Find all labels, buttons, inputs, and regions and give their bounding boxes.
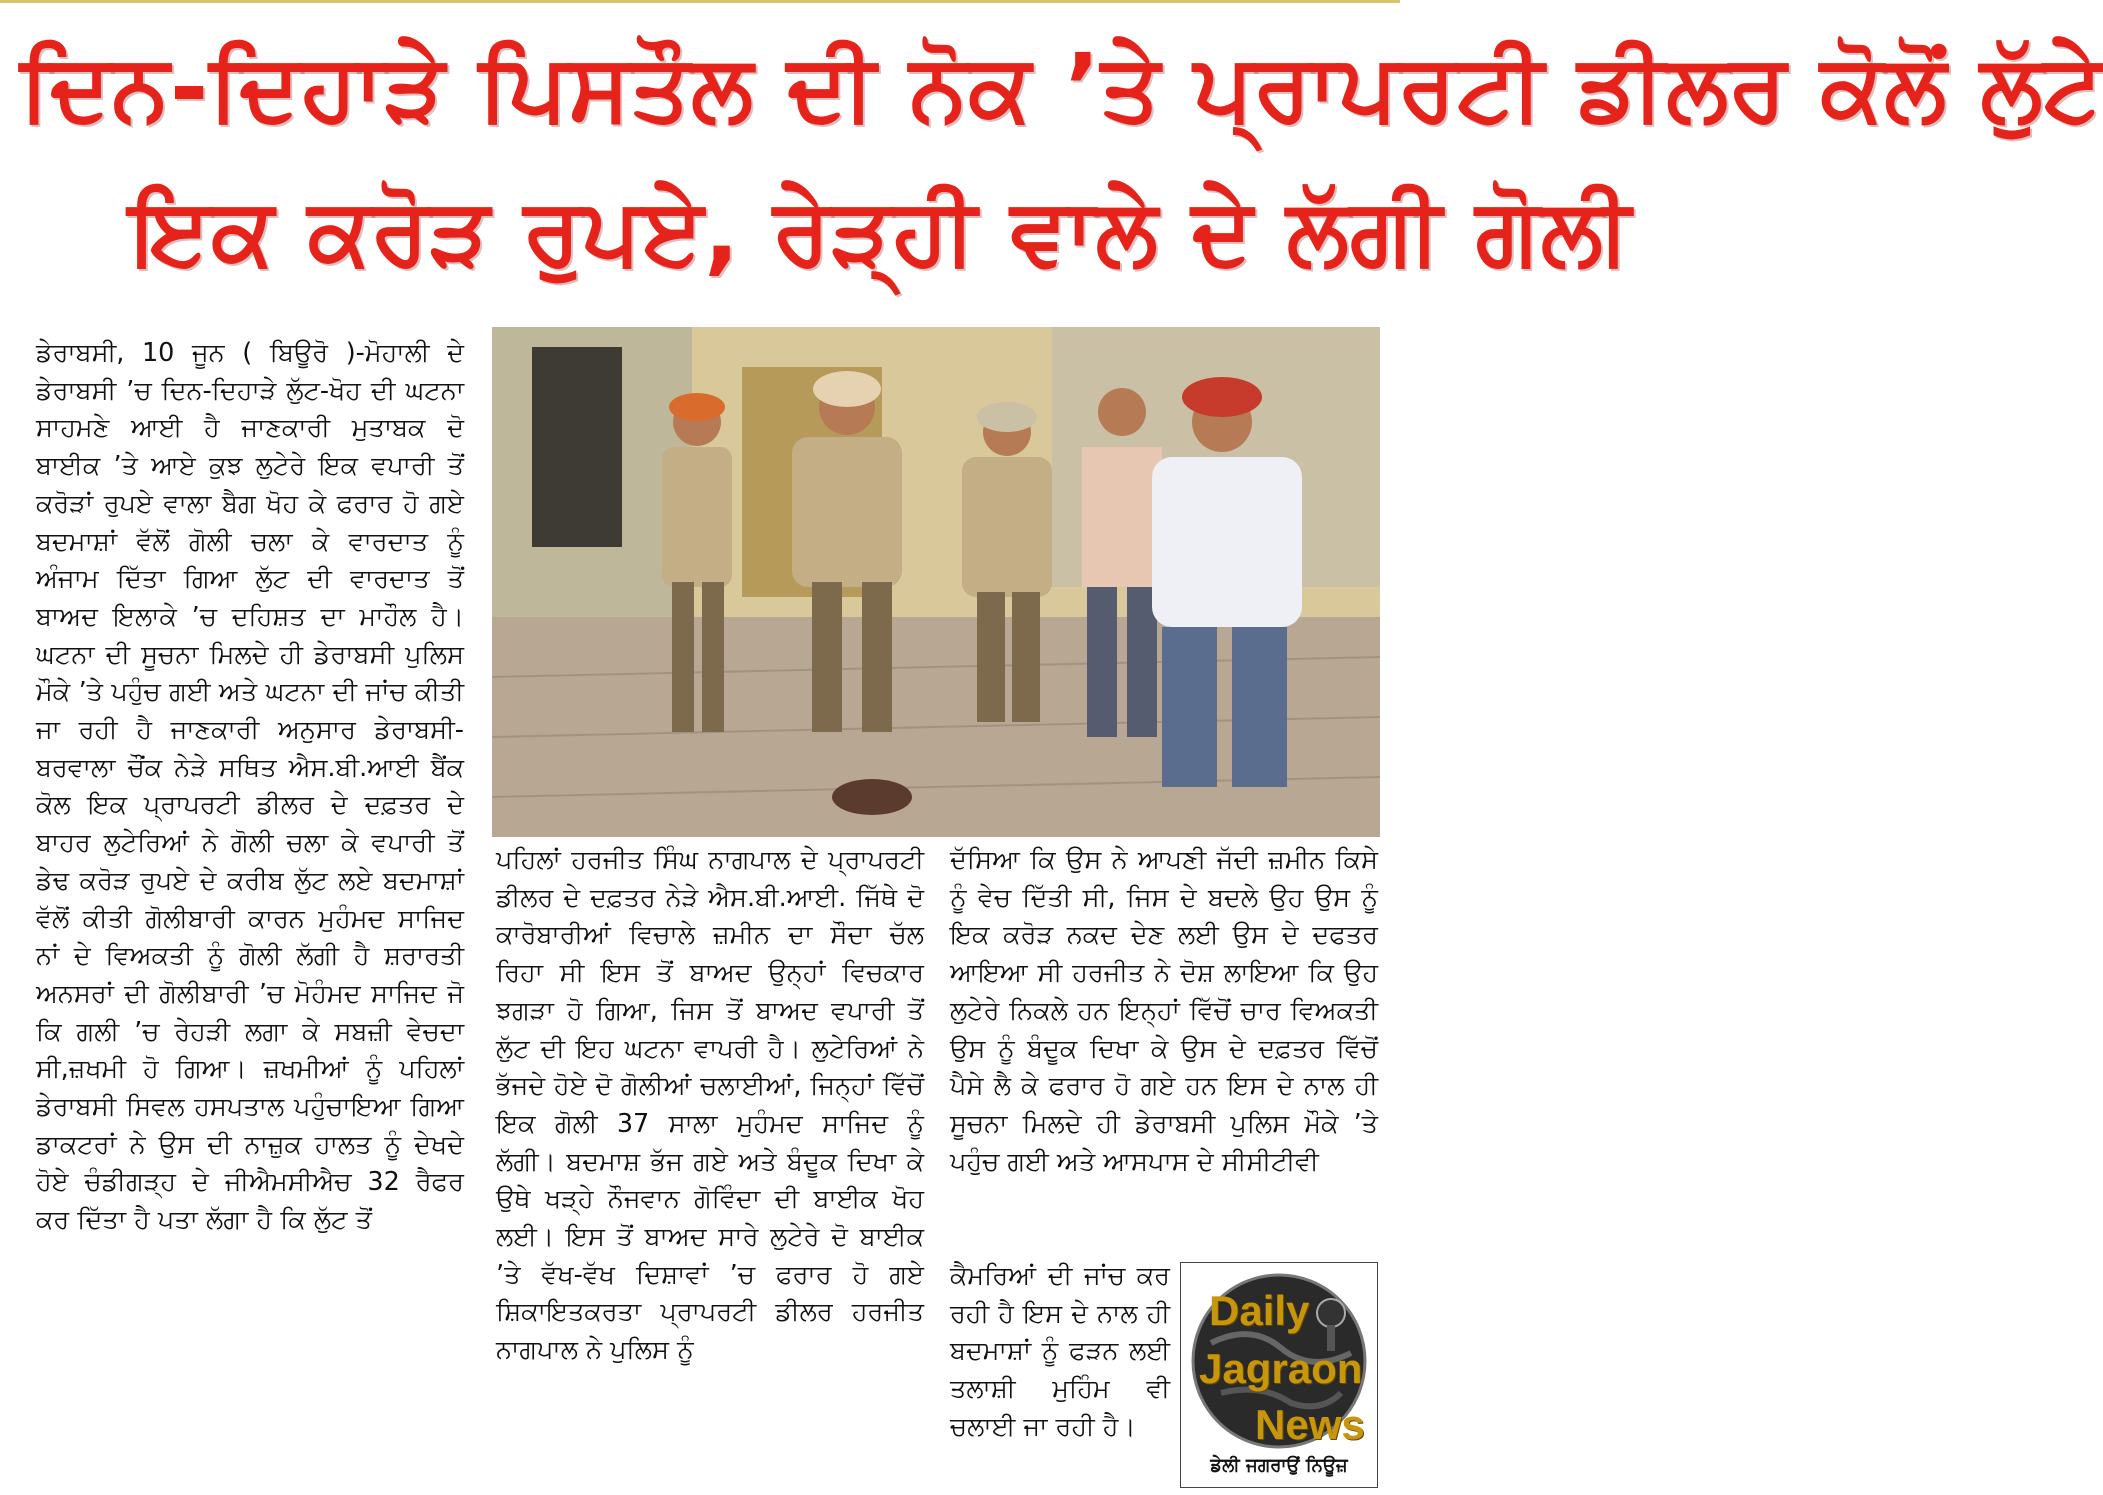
article-column-3-end [950,1258,1170,1447]
article-text-column-3-end: ਕੈਮਰਿਆਂ ਦੀ ਜਾਂਚ ਕਰ ਰਹੀ ਹੈ ਇਸ ਦੇ ਨਾਲ ਹੀ ਬਦਮਾਸ਼ਾਂ ਨੂੰ ਫੜਨ ਲਈ ਤਲਾਸ਼ੀ ਮੁਹਿੰਮ ਵੀ ਚਲਾਈ ਜਾ ਰਹੀ ਹੈ। [950,1261,1170,1442]
police-officers-photo [492,327,1380,837]
logo-word-daily: Daily [1209,1287,1310,1334]
article-column-3 [950,842,1378,1181]
headline-line-1: ਦਿਨ-ਦਿਹਾੜੇ ਪਿਸਤੌਲ ਦੀ ਨੋਕ ’ਤੇ ਪ੍ਰਾਪਰਟੀ ਡੀਲਰ ਕੋਲੋਂ ਲੁੱਟੇ [20,34,2103,141]
article-column-1 [36,335,464,1240]
article-text-column-3: ਦੱਸਿਆ ਕਿ ਉਸ ਨੇ ਆਪਣੀ ਜੱਦੀ ਜ਼ਮੀਨ ਕਿਸੇ ਨੂੰ ਵੇਚ ਦਿੱਤੀ ਸੀ, ਜਿਸ ਦੇ ਬਦਲੇ ਉਹ ਉਸ ਨੂੰ ਇਕ ਕਰੋੜ ਨਕਦ ਦੇਣ ਲਈ ਉਸ ਦੇ ਦਫਤਰ ਆਇਆ ਸੀ ਹਰਜੀਤ ਨੇ ਦੋਸ਼ ਲਾਇਆ ਕਿ ਉਹ ਲੁਟੇਰੇ ਨਿਕਲੇ ਹਨ ਇਨ੍ਹਾਂ ਵਿੱਚੋਂ ਚਾਰ ਵਿਅਕਤੀ ਉਸ ਨੂੰ ਬੰਦੂਕ ਦਿਖਾ ਕੇ ਉਸ ਦੇ ਦਫ਼ਤਰ ਵਿੱਚੋਂ ਪੈਸੇ ਲੈ ਕੇ ਫਰਾਰ ਹੋ ਗਏ ਹਨ ਇਸ ਦੇ ਨਾਲ ਹੀ ਸੂਚਨਾ ਮਿਲਦੇ ਹੀ ਡੇਰਾਬਸੀ ਪੁਲਿਸ ਮੌਕੇ ’ਤੇ ਪਹੁੰਚ ਗਈ ਅਤੇ ਆਸਪਾਸ ਦੇ ਸੀਸੀਟੀਵੀ [950,845,1378,1177]
article-text-column-1: ਡੇਰਾਬਸੀ, 10 ਜੂਨ ( ਬਿਊਰੋ )-ਮੋਹਾਲੀ ਦੇ ਡੇਰਾਬਸੀ ’ਚ ਦਿਨ-ਦਿਹਾੜੇ ਲੁੱਟ-ਖੋਹ ਦੀ ਘਟਨਾ ਸਾਹਮਣੇ ਆਈ ਹੈ ਜਾਣਕਾਰੀ ਮੁਤਾਬਕ ਦੋ ਬਾਈਕ ’ਤੇ ਆਏ ਕੁਝ ਲੁਟੇਰੇ ਇਕ ਵਪਾਰੀ ਤੋਂ ਕਰੋੜਾਂ ਰੁਪਏ ਵਾਲਾ ਬੈਗ ਖੋਹ ਕੇ ਫਰਾਰ ਹੋ ਗਏ ਬਦਮਾਸ਼ਾਂ ਵੱਲੋਂ ਗੋਲੀ ਚਲਾ ਕੇ ਵਾਰਦਾਤ ਨੂੰ ਅੰਜਾਮ ਦਿੱਤਾ ਗਿਆ ਲੁੱਟ ਦੀ ਵਾਰਦਾਤ ਤੋਂ ਬਾਅਦ ਇਲਾਕੇ ’ਚ ਦਹਿਸ਼ਤ ਦਾ ਮਾਹੌਲ ਹੈ। ਘਟਨਾ ਦੀ ਸੂਚਨਾ ਮਿਲਦੇ ਹੀ ਡੇਰਾਬਸੀ ਪੁਲਿਸ ਮੌਕੇ ’ਤੇ ਪਹੁੰਚ ਗਈ ਅਤੇ ਘਟਨਾ ਦੀ ਜਾਂਚ ਕੀਤੀ ਜਾ ਰਹੀ ਹੈ ਜਾਣਕਾਰੀ ਅਨੁਸਾਰ ਡੇਰਾਬਸੀ-ਬਰਵਾਲਾ ਚੌਂਕ ਨੇੜੇ ਸਥਿਤ ਐਸ.ਬੀ.ਆਈ ਬੈਂਕ ਕੋਲ ਇਕ ਪ੍ਰਾਪਰਟੀ ਡੀਲਰ ਦੇ ਦਫ਼ਤਰ ਦੇ ਬਾਹਰ ਲੁਟੇਰਿਆਂ ਨੇ ਗੋਲੀ ਚਲਾ ਕੇ ਵਪਾਰੀ ਤੋਂ ਡੇਢ ਕਰੋੜ ਰੁਪਏ ਦੇ ਕਰੀਬ ਲੁੱਟ ਲਏ ਬਦਮਾਸ਼ਾਂ ਵੱਲੋਂ ਕੀਤੀ ਗੋਲੀਬਾਰੀ ਕਾਰਨ ਮੁਹੰਮਦ ਸਾਜਿਦ ਨਾਂ ਦੇ ਵਿਅਕਤੀ ਨੂੰ ਗੋਲੀ ਲੱਗੀ ਹੈ ਸ਼ਰਾਰਤੀ ਅਨਸਰਾਂ ਦੀ ਗੋਲੀਬਾਰੀ ’ਚ ਮੋਹੰਮਦ ਸਾਜਿਦ ਜੋ ਕਿ ਗਲੀ ’ਚ ਰੇਹੜੀ ਲਗਾ ਕੇ ਸਬਜ਼ੀ ਵੇਚਦਾ ਸੀ,ਜ਼ਖਮੀ ਹੋ ਗਿਆ। ਜ਼ਖਮੀਆਂ ਨੂੰ ਪਹਿਲਾਂ ਡੇਰਾਬਸੀ ਸਿਵਲ ਹਸਪਤਾਲ ਪਹੁੰਚਾਇਆ ਗਿਆ ਡਾਕਟਰਾਂ ਨੇ ਉਸ ਦੀ ਨਾਜ਼ੁਕ ਹਾਲਤ ਨੂੰ ਦੇਖਦੇ ਹੋਏ ਚੰਡੀਗੜ੍ਹ ਦੇ ਜੀਐਮਸੀਐਚ 32 ਰੈਫਰ ਕਰ ਦਿੱਤਾ ਹੈ ਪਤਾ ਲੱਗਾ ਹੈ ਕਿ ਲੁੱਟ ਤੋਂ [36,338,464,1236]
article-column-2 [496,842,924,1370]
news-photo [492,327,1380,837]
logo-word-news: News [1255,1401,1365,1448]
logo-word-jagraon: Jagraon [1199,1345,1363,1392]
logo-subtitle: ਡੇਲੀ ਜਗਰਾਉਂ ਨਿਊਜ਼ [1210,1455,1348,1476]
daily-jagraon-news-logo [1180,1262,1378,1488]
article-text-column-2: ਪਹਿਲਾਂ ਹਰਜੀਤ ਸਿੰਘ ਨਾਗਪਾਲ ਦੇ ਪ੍ਰਾਪਰਟੀ ਡੀਲਰ ਦੇ ਦਫ਼ਤਰ ਨੇੜੇ ਐਸ.ਬੀ.ਆਈ. ਜਿੱਥੇ ਦੋ ਕਾਰੋਬਾਰੀਆਂ ਵਿਚਾਲੇ ਜ਼ਮੀਨ ਦਾ ਸੌਦਾ ਚੱਲ ਰਿਹਾ ਸੀ ਇਸ ਤੋਂ ਬਾਅਦ ਉਨ੍ਹਾਂ ਵਿਚਕਾਰ ਝਗੜਾ ਹੋ ਗਿਆ, ਜਿਸ ਤੋਂ ਬਾਅਦ ਵਪਾਰੀ ਤੋਂ ਲੁੱਟ ਦੀ ਇਹ ਘਟਨਾ ਵਾਪਰੀ ਹੈ। ਲੁਟੇਰਿਆਂ ਨੇ ਭੱਜਦੇ ਹੋਏ ਦੋ ਗੋਲੀਆਂ ਚਲਾਈਆਂ, ਜਿਨ੍ਹਾਂ ਵਿੱਚੋਂ ਇਕ ਗੋਲੀ 37 ਸਾਲਾ ਮੁਹੰਮਦ ਸਾਜਿਦ ਨੂੰ ਲੱਗੀ। ਬਦਮਾਸ਼ ਭੱਜ ਗਏ ਅਤੇ ਬੰਦੂਕ ਦਿਖਾ ਕੇ ਉਥੇ ਖੜ੍ਹੇ ਨੌਜਵਾਨ ਗੋਵਿੰਦਾ ਦੀ ਬਾਈਕ ਖੋਹ ਲਈ। ਇਸ ਤੋਂ ਬਾਅਦ ਸਾਰੇ ਲੁਟੇਰੇ ਦੋ ਬਾਈਕ ’ਤੇ ਵੱਖ-ਵੱਖ ਦਿਸ਼ਾਵਾਂ ’ਚ ਫਰਾਰ ਹੋ ਗਏ ਸ਼ਿਕਾਇਤਕਰਤਾ ਪ੍ਰਾਪਰਟੀ ਡੀਲਰ ਹਰਜੀਤ ਨਾਗਪਾਲ ਨੇ ਪੁਲਿਸ ਨੂੰ [496,845,924,1366]
headline-line-2: ਇਕ ਕਰੋੜ ਰੁਪਏ, ਰੇੜ੍ਹੀ ਵਾਲੇ ਦੇ ਲੱਗੀ ਗੋਲੀ [130,178,1632,285]
